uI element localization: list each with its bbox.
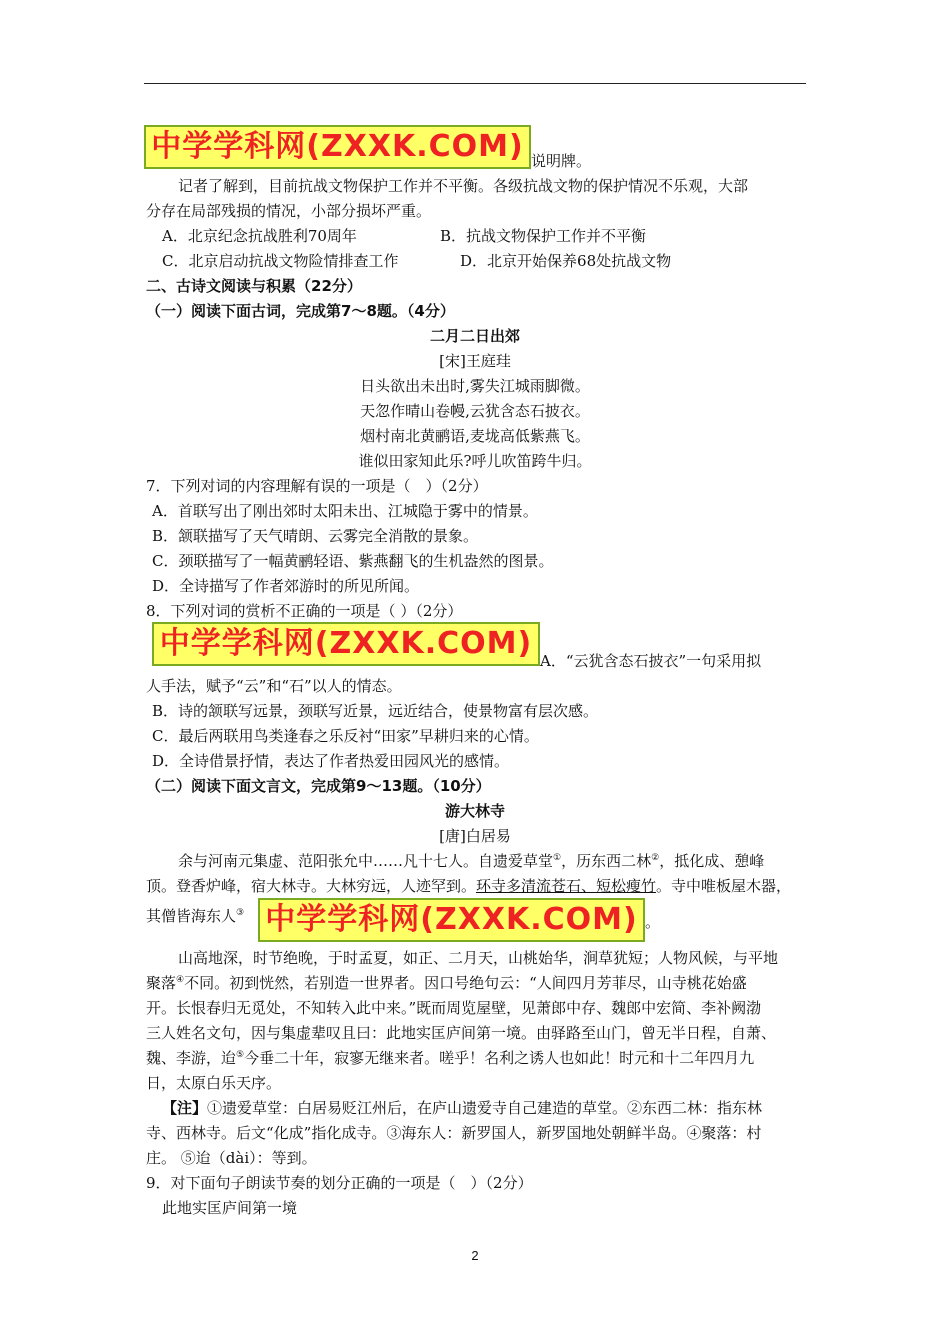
text-run: 顶。登香炉峰，宿大林寺。大林穷远，人迹罕到。 — [146, 877, 477, 895]
text-run: 其僧皆海东人 — [146, 907, 237, 925]
notes-label: 【注】 — [162, 1099, 208, 1117]
essay-p2-line-6: 日，太原白乐天序。 — [146, 1074, 282, 1092]
q6-option-c: C．北京启动抗战文物险情排查工作 — [162, 252, 399, 270]
text-run: 不同。初到恍然，若别造一世界者。因口号绝句云：“人间四月芳菲尽，山寺桃花始盛 — [184, 974, 747, 992]
notes-line-2: 寺、西林寺。后文“化成”指化成寺。③海东人：新罗国人，新罗国地处朝鲜半岛。④聚落：村 — [146, 1124, 762, 1142]
q7-option-d: D．全诗描写了作者郊游时的所见所闻。 — [152, 577, 420, 595]
footnote-mark: ③ — [236, 908, 245, 918]
essay-p1-line-2 — [146, 876, 791, 896]
essay-p2-line-1: 山高地深，时节绝晚，于时孟夏，如正、二月天，山桃始华，涧草犹短；人物风候，与平地 — [178, 949, 779, 967]
poem-title: 二月二日出郊 — [429, 327, 520, 345]
q7-stem: 7．下列对词的内容理解有误的一项是（ ）（2分） — [146, 477, 488, 495]
essay-p2-line-4: 三人姓名文句，因与集虚辈叹且曰：此地实匡庐间第一境。由驿路至山门，曾无半日程，自萧、 — [146, 1024, 777, 1042]
footnote-mark: ① — [553, 853, 562, 863]
q8-option-a-cont: 人手法，赋予“云”和“石”以人的情态。 — [146, 677, 402, 695]
news-line-2: 分存在局部残损的情况，小部分损坏严重。 — [146, 202, 432, 220]
essay-p1-line-1 — [178, 851, 764, 871]
text-run: 今垂二十年，寂寥无继来者。嗟乎！名利之诱人也如此！时元和十二年四月九 — [244, 1049, 755, 1067]
q7-option-b: B．颔联描写了天气晴朗、云雾完全消散的景象。 — [152, 527, 479, 545]
poem-line: 谁似田家知此乐?呼儿吹笛跨牛归。 — [358, 452, 592, 470]
poem-line: 烟村南北黄鹂语,麦垅高低紫燕飞。 — [360, 427, 590, 445]
q8-stem: 8．下列对词的赏析不正确的一项是（ ）（2分） — [146, 602, 463, 620]
essay-p2-line-2 — [146, 973, 747, 993]
footnote-mark: ⑤ — [236, 1050, 245, 1060]
q8-option-a: A．“云犹含态石披衣”一句采用拟 — [540, 652, 762, 670]
poem-line: 天忽作晴山卷幔,云犹含态石披衣。 — [360, 402, 590, 420]
q8-option-b: B．诗的颔联写远景，颈联写近景，远近结合，使景物富有层次感。 — [152, 702, 599, 720]
q7-option-a: A．首联写出了刚出郊时太阳未出、江城隐于雾中的情景。 — [152, 502, 538, 520]
text-run: 。寺中唯板屋木器， — [656, 877, 792, 895]
footnote-mark: ④ — [176, 975, 185, 985]
essay-title: 游大林寺 — [444, 802, 505, 820]
q6-option-a: A．北京纪念抗战胜利70周年 — [162, 227, 357, 245]
q9-stem: 9．对下面句子朗读节奏的划分正确的一项是（ ）（2分） — [146, 1174, 533, 1192]
page-number: 2 — [471, 1248, 479, 1263]
essay-p2-line-5 — [146, 1048, 754, 1068]
intro-tail: 说明牌。 — [531, 152, 592, 170]
q8-option-c: C．最后两联用鸟类逢春之乐反衬“田家”早耕归来的心情。 — [152, 727, 539, 745]
q9-sentence: 此地实匡庐间第一境 — [162, 1199, 298, 1217]
q8-option-d: D．全诗借景抒情，表达了作者热爱田园风光的感情。 — [152, 752, 510, 770]
section-2-title: 二、古诗文阅读与积累（22分） — [146, 277, 362, 295]
notes-line-1 — [162, 1098, 762, 1118]
part-1-title: （一）阅读下面古词，完成第7～8题。（4分） — [146, 302, 455, 320]
text-run: ，历东西二林 — [561, 852, 652, 870]
essay-p2-line-3: 开。长恨春归无觅处，不知转入此中来。”既而周览屋壁，见萧郎中存、魏郎中宏简、李补阙渤 — [146, 999, 762, 1017]
header-rule — [144, 83, 806, 84]
news-line-1: 记者了解到，目前抗战文物保护工作并不平衡。各级抗战文物的保护情况不乐观，大部 — [178, 177, 749, 195]
watermark-banner: 中学学科网(ZXXK.COM) — [144, 125, 531, 169]
underlined-sentence: 环寺多清流苍石、短松瘦竹 — [476, 877, 657, 895]
text-run: 余与河南元集虚、范阳张允中……凡十七人。自遗爱草堂 — [178, 852, 554, 870]
text-run: 魏、李游，迨 — [146, 1049, 237, 1067]
q7-option-c: C．颈联描写了一幅黄鹂轻语、紫燕翻飞的生机盎然的图景。 — [152, 552, 554, 570]
text-run: ，抵化成、憩峰 — [659, 852, 765, 870]
notes-line-3: 庄。 ⑤迨（dài）：等到。 — [146, 1149, 317, 1167]
poem-line: 日头欲出未出时,雾失江城雨脚微。 — [360, 377, 590, 395]
text-run: ①遗爱草堂：白居易贬江州后，在庐山遗爱寺自己建造的草堂。②东西二林：指东林 — [207, 1099, 763, 1117]
footnote-mark: ② — [651, 853, 660, 863]
text-run: 。 — [645, 913, 661, 931]
q6-option-b: B．抗战文物保护工作并不平衡 — [440, 227, 647, 245]
part-2-title: （二）阅读下面文言文，完成第9～13题。（10分） — [146, 777, 491, 795]
poem-author: [宋]王庭珪 — [439, 352, 511, 370]
text-run: 聚落 — [146, 974, 177, 992]
watermark-banner: 中学学科网(ZXXK.COM) — [258, 898, 645, 942]
essay-p1-line-3 — [146, 906, 244, 926]
q6-option-d: D．北京开始保养68处抗战文物 — [460, 252, 672, 270]
essay-author: [唐]白居易 — [439, 827, 511, 845]
watermark-banner: 中学学科网(ZXXK.COM) — [152, 622, 540, 666]
